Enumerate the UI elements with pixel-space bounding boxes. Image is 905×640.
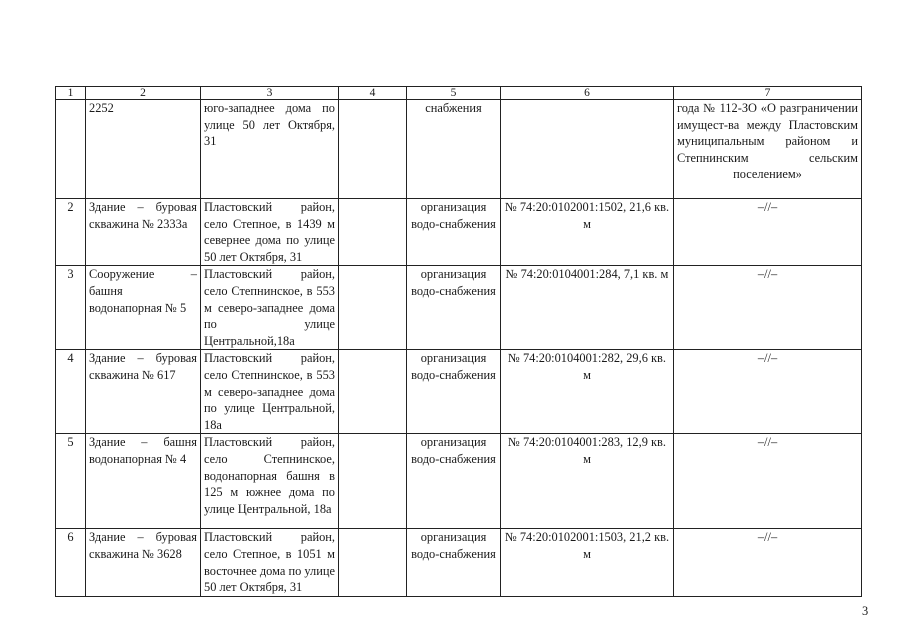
table-row xyxy=(56,350,862,434)
column-number-5: 5 xyxy=(407,87,501,100)
transfer-basis: –//– xyxy=(674,350,862,434)
object-address: Пластовский район, село Степнинское, в 553 м северо-западнее дома по улице Центральной,18а xyxy=(201,266,339,350)
column-4-cell xyxy=(339,266,407,350)
cadastral-number: № 74:20:0104001:283, 12,9 кв. м xyxy=(501,434,674,529)
column-number-3: 3 xyxy=(201,87,339,100)
object-name: Здание – буровая скважина № 2333а xyxy=(86,199,201,266)
object-purpose: организация водо-снабжения xyxy=(407,529,501,597)
row-number: 3 xyxy=(56,266,86,350)
row-number xyxy=(56,100,86,199)
row-number: 4 xyxy=(56,350,86,434)
page-number: 3 xyxy=(862,604,869,618)
object-name: Сооружение – башня водонапорная № 5 xyxy=(86,266,201,350)
table-row xyxy=(56,529,862,597)
cadastral-number xyxy=(501,100,674,199)
object-name: 2252 xyxy=(86,100,201,199)
object-address: Пластовский район, село Степное, в 1051 м восточнее дома по улице 50 лет Октября, 31 xyxy=(201,529,339,597)
column-4-cell xyxy=(339,199,407,266)
row-number: 6 xyxy=(56,529,86,597)
object-purpose: организация водо-снабжения xyxy=(407,434,501,529)
column-number-2: 2 xyxy=(86,87,201,100)
object-purpose: организация водо-снабжения xyxy=(407,199,501,266)
object-purpose: организация водо-снабжения xyxy=(407,350,501,434)
column-4-cell xyxy=(339,434,407,529)
object-name: Здание – буровая скважина № 3628 xyxy=(86,529,201,597)
column-4-cell xyxy=(339,350,407,434)
table-row xyxy=(56,266,862,350)
property-table xyxy=(55,86,862,597)
object-address: юго-западнее дома по улице 50 лет Октября, 31 xyxy=(201,100,339,199)
table-row xyxy=(56,434,862,529)
cadastral-number: № 74:20:0104001:284, 7,1 кв. м xyxy=(501,266,674,350)
column-4-cell xyxy=(339,100,407,199)
object-address: Пластовский район, село Степное, в 1439 м севернее дома по улице 50 лет Октября, 31 xyxy=(201,199,339,266)
row-number: 2 xyxy=(56,199,86,266)
transfer-basis: года № 112-ЗО «О разграничении имущест-ва между Пластовским муниципальным районом и Степнинским сельским поселением» xyxy=(674,100,862,199)
column-number-4: 4 xyxy=(339,87,407,100)
cadastral-number: № 74:20:0102001:1502, 21,6 кв. м xyxy=(501,199,674,266)
cadastral-number: № 74:20:0104001:282, 29,6 кв. м xyxy=(501,350,674,434)
column-number-6: 6 xyxy=(501,87,674,100)
transfer-basis: –//– xyxy=(674,266,862,350)
table-row xyxy=(56,199,862,266)
column-4-cell xyxy=(339,529,407,597)
column-number-1: 1 xyxy=(56,87,86,100)
transfer-basis: –//– xyxy=(674,199,862,266)
object-name: Здание – буровая скважина № 617 xyxy=(86,350,201,434)
row-number: 5 xyxy=(56,434,86,529)
object-address: Пластовский район, село Степнинское, в 553 м северо-западнее дома по улице Центральной, 18а xyxy=(201,350,339,434)
object-purpose: организация водо-снабжения xyxy=(407,266,501,350)
cadastral-number: № 74:20:0102001:1503, 21,2 кв. м xyxy=(501,529,674,597)
object-address: Пластовский район, село Степнинское, водонапорная башня в 125 м южнее дома по улице Центральной, 18а xyxy=(201,434,339,529)
object-purpose: снабжения xyxy=(407,100,501,199)
object-name: Здание – башня водонапорная № 4 xyxy=(86,434,201,529)
column-number-row xyxy=(56,87,862,100)
transfer-basis: –//– xyxy=(674,434,862,529)
transfer-basis: –//– xyxy=(674,529,862,597)
table-row xyxy=(56,100,862,199)
column-number-7: 7 xyxy=(674,87,862,100)
